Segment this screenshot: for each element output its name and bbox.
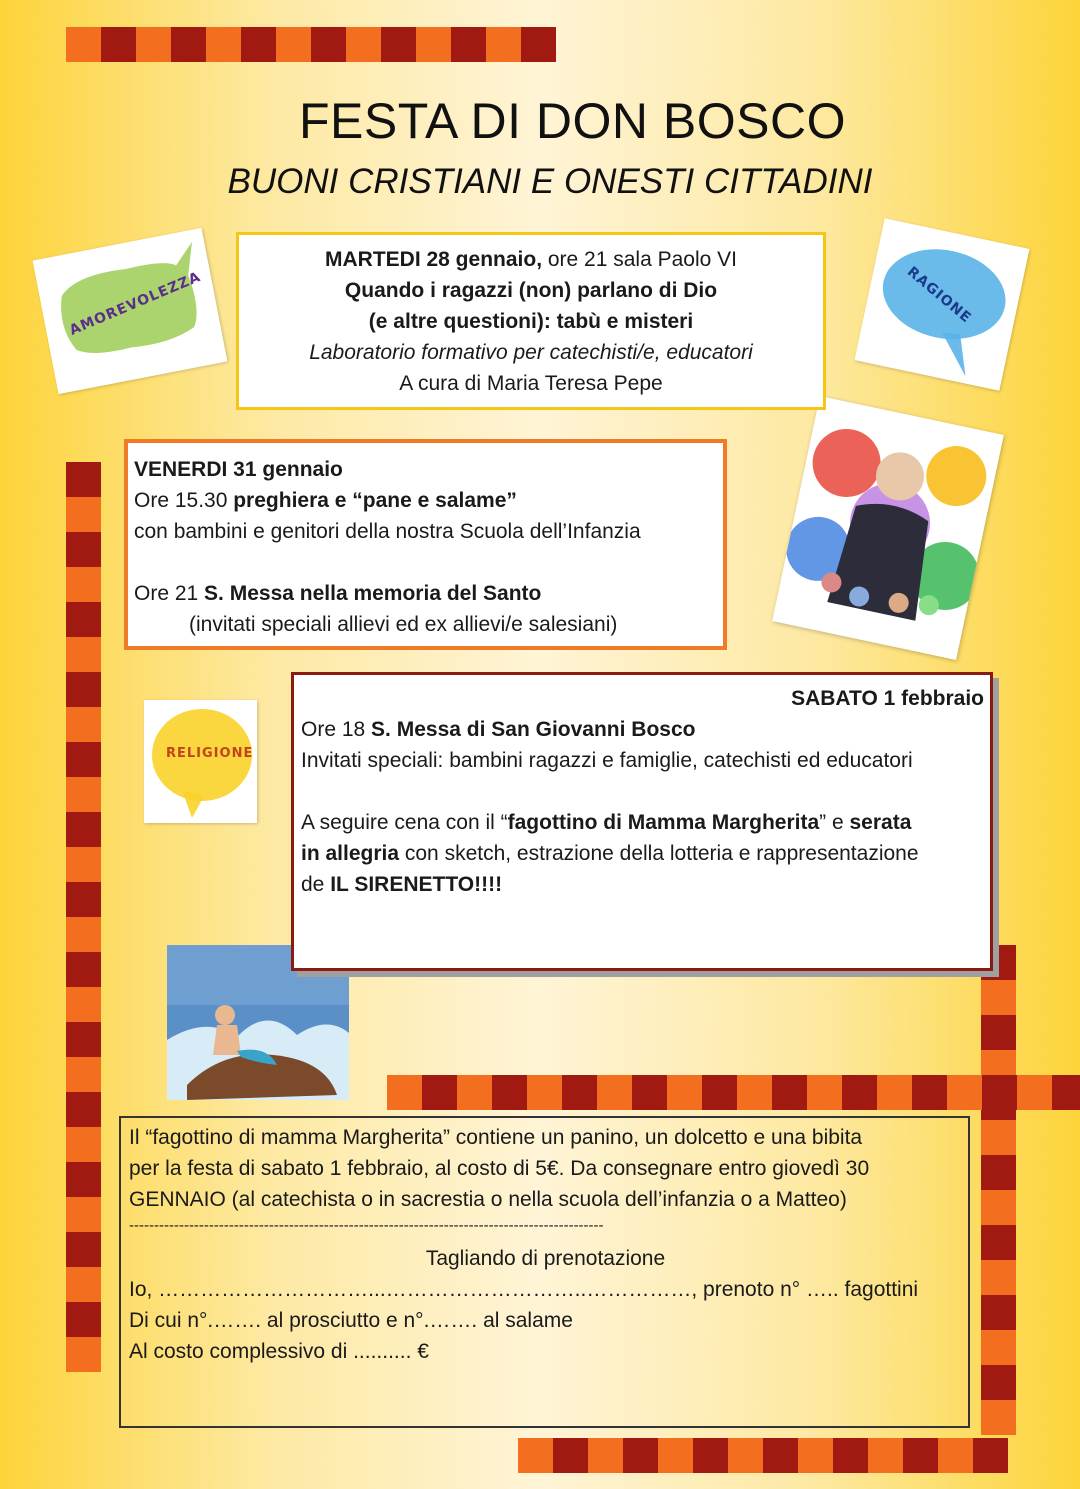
event2-activity1: preghiera e “pane e salame”	[233, 489, 517, 512]
event3-day: SABATO 1 febbraio	[791, 687, 984, 710]
event1-description: Laboratorio formativo per catechisti/e, educatori	[309, 341, 753, 364]
booking-slip-box	[119, 1116, 970, 1428]
event3-text-g: de	[301, 873, 331, 896]
right-checker-band	[981, 945, 1016, 1435]
event3-text-c: ” e	[819, 811, 850, 834]
event1-curated-by: A cura di Maria Teresa Pepe	[399, 372, 663, 395]
event-tuesday-box	[236, 232, 826, 410]
event3-guests: Invitati speciali: bambini ragazzi e famiglie, catechisti ed educatori	[301, 749, 913, 772]
bottom-checker-band	[518, 1438, 1008, 1473]
bubble-label-ragione: RAGIONE	[903, 263, 975, 327]
event3-serata: serata	[849, 811, 912, 834]
event1-day: MARTEDI 28 gennaio,	[325, 248, 543, 271]
event3-text-f: con sketch, estrazione della lotteria e rappresentazione	[399, 842, 919, 865]
middle-checker-band	[387, 1075, 1080, 1110]
bubble-label-religione: RELIGIONE	[166, 746, 254, 761]
left-checker-band	[66, 462, 101, 1372]
event1-time-place: ore 21 sala Paolo VI	[542, 248, 737, 271]
event3-time: Ore 18	[301, 718, 372, 741]
event2-day: VENERDI 31 gennaio	[134, 458, 343, 481]
event3-mass: S. Messa di San Giovanni Bosco	[371, 718, 696, 741]
booking-info-line3: GENNAIO (al catechista o in sacrestia o nella scuola dell’infanzia o a Matteo)	[129, 1188, 847, 1211]
event3-text-a: A seguire cena con il “	[301, 811, 508, 834]
event2-participants: con bambini e genitori della nostra Scuola dell’Infanzia	[134, 520, 641, 543]
event1-title-line1: Quando i ragazzi (non) parlano di Dio	[344, 279, 718, 302]
booking-field-quantities[interactable]: Di cui n°.……. al prosciutto e n°.……. al salame	[129, 1309, 573, 1332]
page-title: FESTA DI DON BOSCO	[298, 93, 847, 149]
event3-sirenetto: IL SIRENETTO!!!!	[330, 873, 503, 896]
event-saturday-box	[291, 672, 993, 971]
page-subtitle: BUONI CRISTIANI E ONESTI CITTADINI	[227, 162, 873, 201]
booking-info-line1: Il “fagottino di mamma Margherita” contiene un panino, un dolcetto e una bibita	[129, 1126, 863, 1149]
religione-bubble-card	[144, 700, 257, 823]
top-checker-band	[66, 27, 556, 62]
event1-title-line2: (e altre questioni): tabù e misteri	[368, 310, 694, 333]
speech-bubble-icon	[144, 700, 257, 823]
event-friday-box	[124, 439, 727, 650]
event2-guests: (invitati speciali allievi ed ex allievi/e salesiani)	[189, 613, 618, 636]
booking-info-line2: per la festa di sabato 1 febbraio, al costo di 5€. Da consegnare entro giovedì 30	[129, 1157, 870, 1180]
event2-time1: Ore 15.30	[134, 489, 234, 512]
booking-field-name[interactable]: Io, …………………………...………………………..……………, prenoto n° ….. fagottini	[129, 1278, 919, 1301]
don-bosco-illustration	[772, 396, 1004, 660]
amorevolezza-bubble-card	[33, 228, 228, 394]
cut-line-divider: -----------------------------------------------------------------------------------------------	[129, 1217, 604, 1234]
event3-fagottino: fagottino di Mamma Margherita	[507, 811, 820, 834]
event3-allegria: in allegria	[301, 842, 400, 865]
bubble-label-amorevolezza: AMOREVOLEZZA	[67, 268, 204, 339]
booking-field-total[interactable]: Al costo complessivo di .......... €	[129, 1340, 429, 1363]
booking-slip-title: Tagliando di prenotazione	[425, 1247, 666, 1270]
event2-time2: Ore 21	[134, 582, 205, 605]
event2-activity2: S. Messa nella memoria del Santo	[204, 582, 542, 605]
ragione-bubble-card	[855, 218, 1030, 391]
